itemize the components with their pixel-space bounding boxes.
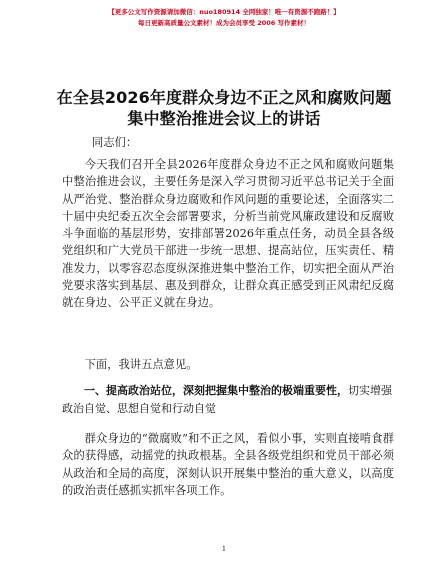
paragraph-section-1-text: 群众身边的“微腐败”和不正之风，看似小事，实则直接啃食群众的获得感，动摇党的执政根基。全县各级党组织和党员干部必须从政治和全局的高度，深刻认识开展集中整治的重大意义，以高度的政治责任感抓实抓牢各项工作。 <box>62 432 394 497</box>
section-heading-1 <box>62 382 394 418</box>
document-title-line-2: 集中整治推进会议上的讲话 <box>127 109 321 128</box>
paragraph-section-1 <box>62 430 394 499</box>
salutation: 同志们： <box>92 136 138 149</box>
paragraph-outline-text: 下面，我讲五点意见。 <box>84 358 198 371</box>
promo-banner-line-2: 每日更新高质量公文素材！成为会员享受 2006 写作素材！ <box>137 19 311 27</box>
page-number: 1 <box>221 545 227 553</box>
promo-banner-line-1: 【更多公文写作资源请加微信：nuo180914 全网独家！唯一有资源不跑路！】 <box>108 8 340 16</box>
paragraph-intro-text: 今天我们召开全县2026年度群众身边不正之风和腐败问题集中整治推进会议，主要任务是深入学习贯彻习近平总书记关于全面从严治党、整治群众身边腐败和作风问题的重要论述，全面落实二十届中央纪委五次全会部署要求，分析当前党风廉政建设和反腐败斗争面临的基层形势，安排部署2026年重点任务，动员全县各级党组织和广大党员干部进一步统一思想、提高站位，压实责任、精准发力，以零容忍态度纵深推进集中整治工作，切实把全面从严治党要求落实到基层、惠及到群众，让群众真正感受到正风肃纪反腐就在身边、公平正义就在身边。 <box>62 158 394 310</box>
paragraph-outline <box>62 356 394 373</box>
paragraph-intro <box>62 156 394 312</box>
section-heading-1-rest: 切实增强政治自觉、思想自觉和行动自觉 <box>62 384 392 415</box>
section-heading-1-bold: 一、提高政治站位，深刻把握集中整治的极端重要性， <box>84 384 348 397</box>
document-title-line-1: 在全县2026年度群众身边不正之风和腐败问题 <box>56 88 392 107</box>
